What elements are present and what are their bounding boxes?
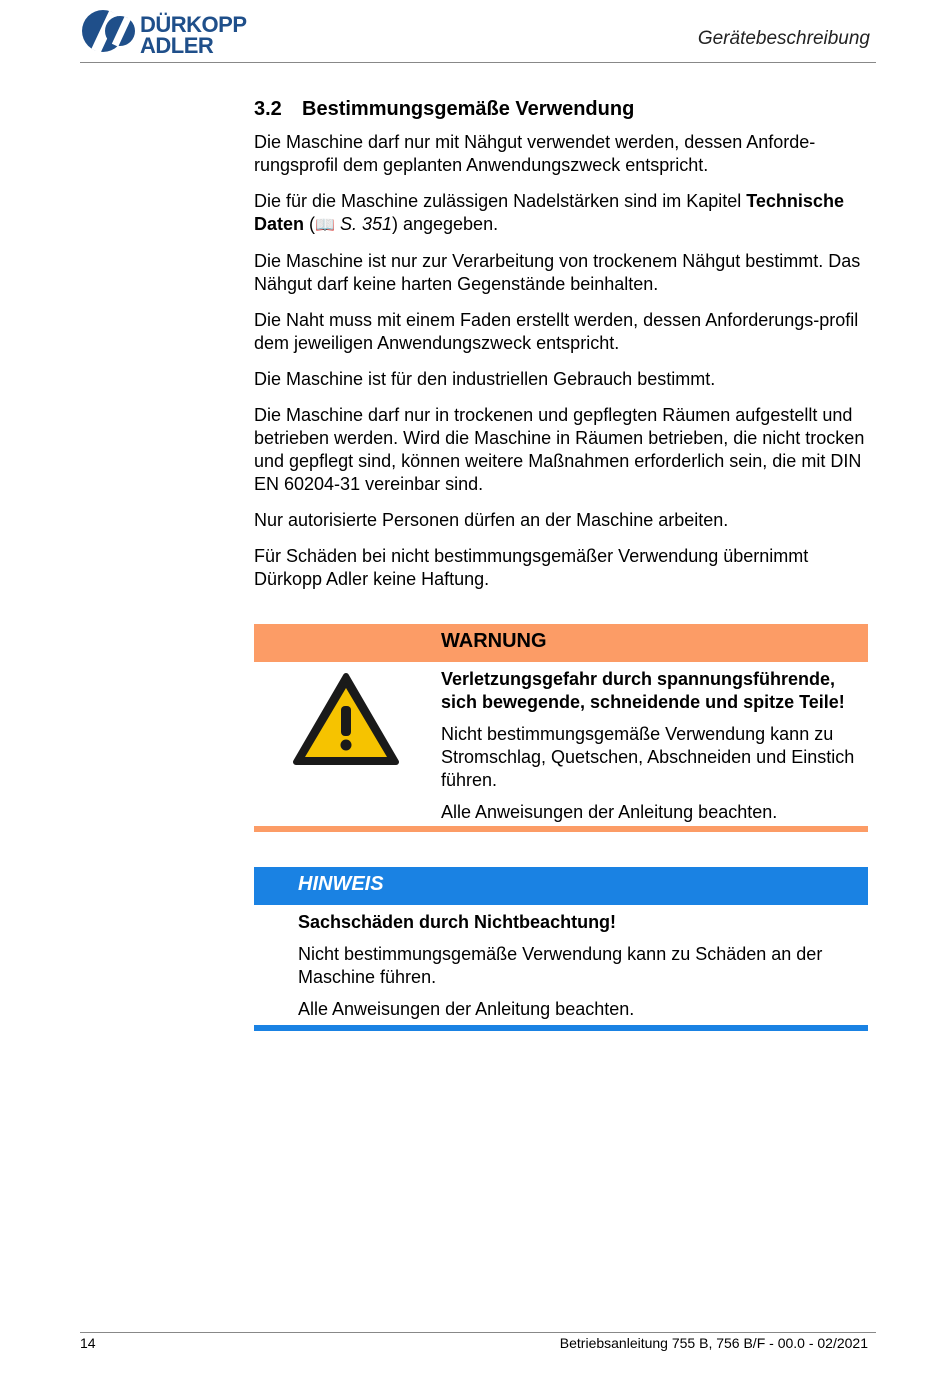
warning-text [441,668,871,833]
warning-triangle-icon [292,672,400,768]
paragraph-1: Die Maschine darf nur mit Nähgut verwendet werden, dessen Anforde-rungsprofil dem geplanten Anwendungszweck entspricht. [254,132,816,175]
page-number: 14 [80,1335,96,1351]
warning-heading: Verletzungsgefahr durch spannungsführende, sich bewegende, schneidende und spitze Teile! [441,669,845,712]
page-reference[interactable]: S. 351 [334,214,392,234]
warning-text-2: Alle Anweisungen der Anleitung beachten. [441,802,778,822]
paragraph-5: Die Maschine ist für den industriellen Gebrauch bestimmt. [254,369,716,389]
hint-header [254,867,868,905]
hint-box [254,867,868,1031]
header-title: Gerätebeschreibung [697,28,870,49]
paragraph-2-paren: ( [304,214,316,234]
hint-text-1: Nicht bestimmungsgemäße Verwendung kann zu Schäden an der Maschine führen. [298,944,823,987]
logo-line-1: DÜRKOPP [140,12,247,37]
company-logo [80,8,270,58]
paragraph-2 [254,190,868,237]
hint-heading: Sachschäden durch Nichtbeachtung! [298,912,617,932]
hint-body [254,905,868,1025]
section-heading [254,98,868,121]
warning-label: WARNUNG [441,630,547,652]
section-title: Bestimmungsgemäße Verwendung [302,98,635,120]
technical-data-link[interactable]: Technische Daten [254,191,844,234]
warning-text-1: Nicht bestimmungsgemäße Verwendung kann zu Stromschlag, Quetschen, Abschneiden und Einstich führen. [441,724,855,790]
warning-body [254,662,868,826]
warning-box [254,624,868,832]
paragraph-2-end: ) angegeben. [391,214,499,234]
book-icon: 📖 [315,217,335,234]
section-number: 3.2 [254,98,282,120]
hint-bottom-bar [254,1025,868,1031]
paragraph-6: Die Maschine darf nur in trockenen und gepflegten Räumen aufgestellt und betrieben werden. Wird die Maschine in Räumen betrieben, die nicht trocken und gepflegt sind, können weitere Maßnahmen erforderlich sein, die mit DIN EN 60204-31 vereinbar sind. [254,405,865,494]
warning-header [254,624,868,662]
hint-label: HINWEIS [298,873,384,895]
document-info: Betriebsanleitung 755 B, 756 B/F - 00.0 - 02/2021 [559,1335,868,1351]
footer-divider [80,1332,876,1333]
paragraph-4: Die Naht muss mit einem Faden erstellt werden, dessen Anforderungs-profil dem jeweiligen Anwendungszweck entspricht. [254,310,859,353]
logo-line-2: ADLER [140,33,214,58]
header-divider [80,62,876,63]
paragraph-7: Nur autorisierte Personen dürfen an der Maschine arbeiten. [254,510,729,530]
logo-mark-icon [80,8,136,54]
hint-text-2: Alle Anweisungen der Anleitung beachten. [298,999,635,1019]
paragraph-8: Für Schäden bei nicht bestimmungsgemäßer Verwendung übernimmt Dürkopp Adler keine Haftung. [254,546,809,589]
paragraph-2-start: Die für die Maschine zulässigen Nadelstärken sind im Kapitel [254,191,747,211]
section-content [254,98,868,604]
paragraph-3: Die Maschine ist nur zur Verarbeitung von trockenem Nähgut bestimmt. Das Nähgut darf keine harten Gegenstände beinhalten. [254,251,861,294]
